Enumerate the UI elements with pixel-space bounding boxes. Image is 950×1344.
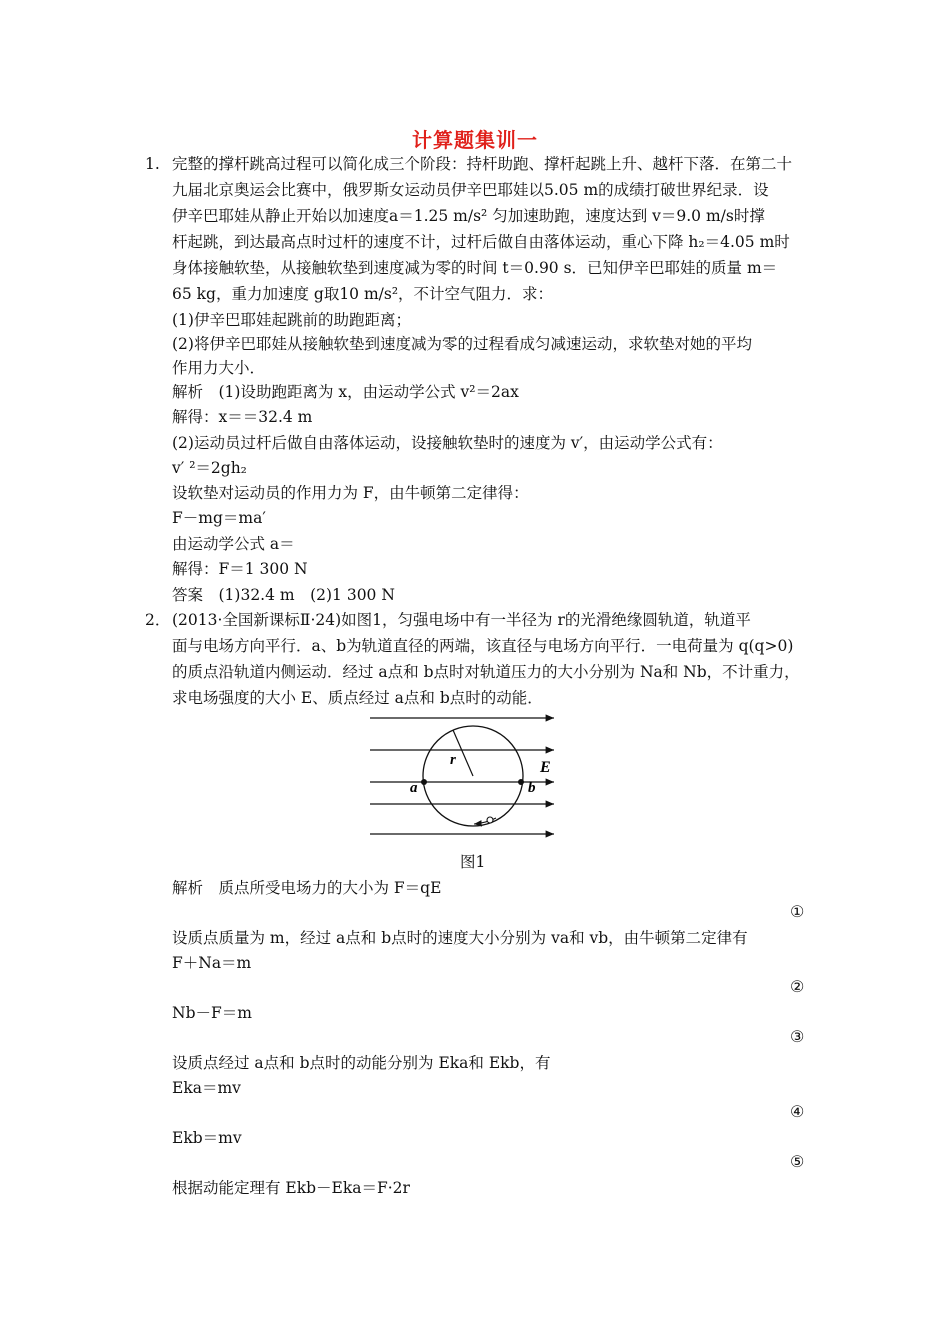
q1-line-4: 杆起跳，到达最高点时过杆的速度不计，过杆后做自由落体运动，重心下降 h₂＝4.05 m时 (172, 233, 790, 251)
q2-solution-1: 解析 质点所受电场力的大小为 F＝qE (172, 879, 442, 897)
label-a: a (410, 780, 418, 796)
label-r: r (450, 752, 456, 768)
equation-number-4: ④ (790, 1102, 805, 1121)
q1-solution-5: 设软垫对运动员的作用力为 F，由牛顿第二定律得： (172, 484, 529, 502)
q1-number: 1. (145, 155, 160, 173)
label-b: b (528, 780, 536, 796)
equation-number-1: ① (790, 902, 805, 921)
q1-line-5: 身体接触软垫，从接触软垫到速度减为零的时间 t＝0.90 s．已知伊辛巴耶娃的质量 m＝ (172, 259, 778, 277)
q1-solution-4: v′ ²＝2gh₂ (172, 459, 247, 477)
q1-solution-6: F－mg＝ma′ (172, 509, 266, 527)
q1-line-1: 完整的撑杆跳高过程可以简化成三个阶段：持杆助跑、撑杆起跳上升、越杆下落．在第二十 (172, 155, 793, 173)
point-a (421, 779, 427, 785)
point-b (518, 779, 524, 785)
label-E: E (540, 759, 551, 776)
q2-solution-4: Nb－F＝m (172, 1004, 252, 1022)
q2-solution-6: Eka＝mv (172, 1079, 241, 1097)
q1-part-2b: 作用力大小． (172, 359, 266, 377)
figure-1-diagram (368, 712, 568, 842)
q2-solution-8: 根据动能定理有 Ekb－Eka＝F·2r (172, 1179, 410, 1197)
q1-line-6: 65 kg，重力加速度 g取10 m/s²，不计空气阻力．求： (172, 285, 554, 303)
page-title: 计算题集训一 (412, 128, 538, 152)
radius-line (453, 730, 473, 776)
q1-solution-7: 由运动学公式 a＝ (172, 535, 295, 553)
q2-line-2: 面与电场方向平行．a、b为轨道直径的两端，该直径与电场方向平行．一电荷量为 q(q>0) (172, 637, 794, 655)
q2-solution-2: 设质点质量为 m，经过 a点和 b点时的速度大小分别为 va和 vb，由牛顿第二定律有 (172, 929, 748, 947)
q1-part-2a: (2)将伊辛巴耶娃从接触软垫到速度减为零的过程看成匀减速运动，求软垫对她的平均 (172, 335, 752, 353)
q2-line-4: 求电场强度的大小 E、质点经过 a点和 b点时的动能． (172, 689, 543, 707)
equation-number-2: ② (790, 977, 805, 996)
q1-solution-3: (2)运动员过杆后做自由落体运动，设接触软垫时的速度为 v′，由运动学公式有： (172, 434, 723, 452)
figure-1-caption: 图1 (460, 853, 486, 871)
q1-solution-1: 解析 (1)设助跑距离为 x，由运动学公式 v²＝2ax (172, 383, 519, 401)
particle (487, 817, 493, 823)
q1-solution-2: 解得：x＝＝32.4 m (172, 408, 313, 426)
q2-number: 2． (145, 611, 171, 629)
q1-line-3: 伊辛巴耶娃从静止开始以加速度a＝1.25 m/s² 匀加速助跑，速度达到 v＝9.0 m/s时撑 (172, 207, 765, 225)
q2-solution-3: F＋Na＝m (172, 954, 252, 972)
q2-solution-5: 设质点经过 a点和 b点时的动能分别为 Eka和 Ekb，有 (172, 1054, 551, 1072)
q1-solution-8: 解得：F＝1 300 N (172, 560, 308, 578)
q1-answer: 答案 (1)32.4 m (2)1 300 N (172, 586, 395, 604)
q1-part-1: (1)伊辛巴耶娃起跳前的助跑距离； (172, 311, 411, 329)
equation-number-3: ③ (790, 1027, 805, 1046)
q2-line-3: 的质点沿轨道内侧运动．经过 a点和 b点时对轨道压力的大小分别为 Na和 Nb，不计重力， (172, 663, 800, 681)
equation-number-5: ⑤ (790, 1152, 805, 1171)
q1-line-2: 九届北京奥运会比赛中，俄罗斯女运动员伊辛巴耶娃以5.05 m的成绩打破世界纪录．设 (172, 181, 769, 199)
q2-line-1: (2013·全国新课标Ⅱ·24)如图1，匀强电场中有一半径为 r的光滑绝缘圆轨道，轨道平 (172, 611, 751, 629)
q2-solution-7: Ekb＝mv (172, 1129, 242, 1147)
